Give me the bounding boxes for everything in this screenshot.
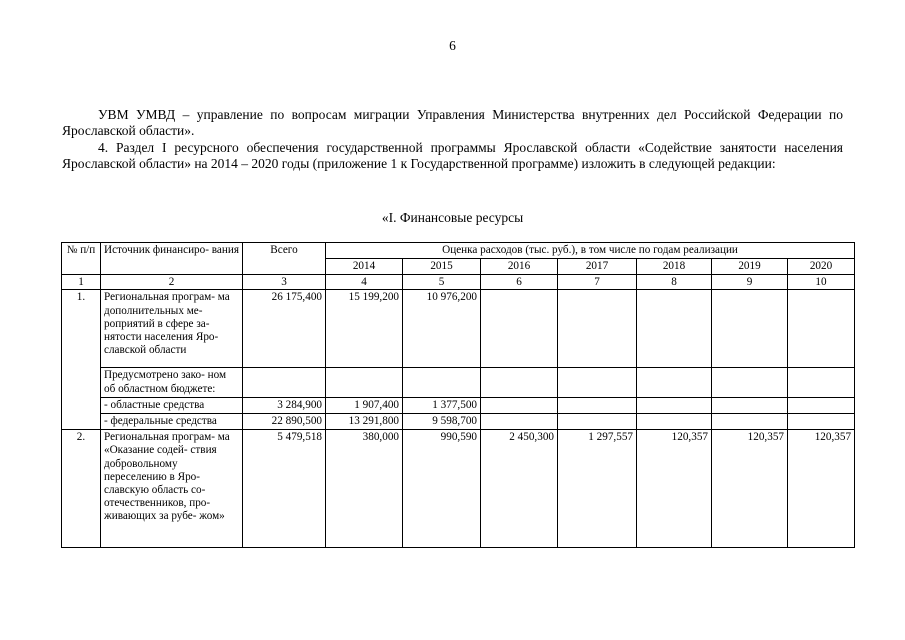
row-value-2016: 2 450,300 [481,430,558,548]
header-year: 2019 [712,259,788,275]
financial-resources-table [61,242,855,548]
table-row [62,414,855,430]
row-value-2016 [481,290,558,368]
column-index: 2 [101,275,243,290]
row-value-2015: 9 598,700 [403,414,481,430]
table-row [62,368,855,397]
header-source: Источник финансиро- вания [101,243,243,275]
row-value-2020 [788,368,855,397]
header-row-1 [62,243,855,259]
row-value-2019 [712,368,788,397]
row-value-2019 [712,397,788,413]
header-year: 2016 [481,259,558,275]
paragraph-1: УВМ УМВД – управление по вопросам миграции Управления Министерства внутренних дел Российской Федерации по Ярославской области». [62,107,843,139]
column-index: 10 [788,275,855,290]
header-year: 2017 [558,259,637,275]
header-year: 2018 [637,259,712,275]
header-year: 2020 [788,259,855,275]
row-value-2017: 1 297,557 [558,430,637,548]
paragraph-2: 4. Раздел I ресурсного обеспечения государственной программы Ярославской области «Содействие занятости населения Ярославской области» на 2014 – 2020 годы (приложение 1 к Государственной программе) изложить в следующей редакции: [62,139,843,172]
column-index: 4 [326,275,403,290]
row-value-2018 [637,414,712,430]
row-total: 3 284,900 [243,397,326,413]
row-value-2018 [637,290,712,368]
row-value-2016 [481,368,558,397]
header-year: 2014 [326,259,403,275]
row-value-2014 [326,368,403,397]
row-value-2014: 13 291,800 [326,414,403,430]
header-estimate: Оценка расходов (тыс. руб.), в том числе по годам реализации [326,243,855,259]
table-row [62,397,855,413]
row-value-2018 [637,368,712,397]
page-number: 6 [449,38,456,53]
row-value-2020 [788,290,855,368]
header-num: № п/п [62,243,101,275]
row-num: 1. [62,290,101,430]
row-total [243,368,326,397]
column-index: 1 [62,275,101,290]
section-title: «I. Финансовые ресурсы [381,210,524,225]
row-num: 2. [62,430,101,548]
row-value-2016 [481,414,558,430]
row-value-2018: 120,357 [637,430,712,548]
row-value-2019 [712,414,788,430]
column-index: 8 [637,275,712,290]
row-value-2019: 120,357 [712,430,788,548]
row-source: Предусмотрено зако- ном об областном бюджете: [101,368,243,397]
row-value-2014: 380,000 [326,430,403,548]
row-value-2017 [558,397,637,413]
row-source: Региональная програм- ма «Оказание содей- ствия добровольному переселению в Яро- славскую область со- отечественников, про- живающих за рубе- жом» [101,430,243,548]
table-row [62,290,855,368]
header-year: 2015 [403,259,481,275]
row-total: 26 175,400 [243,290,326,368]
row-value-2020 [788,414,855,430]
row-source: Региональная програм- ма дополнительных ме- роприятий в сфере за- нятости населения Яро- славской области [101,290,243,368]
row-value-2014: 1 907,400 [326,397,403,413]
row-value-2017 [558,368,637,397]
row-value-2017 [558,290,637,368]
column-index: 9 [712,275,788,290]
row-value-2019 [712,290,788,368]
row-source: - областные средства [101,397,243,413]
row-value-2020 [788,397,855,413]
row-total: 22 890,500 [243,414,326,430]
row-total: 5 479,518 [243,430,326,548]
column-index: 3 [243,275,326,290]
body-text [62,107,843,173]
column-index-row [62,275,855,290]
column-index: 7 [558,275,637,290]
row-value-2017 [558,414,637,430]
row-value-2018 [637,397,712,413]
row-source: - федеральные средства [101,414,243,430]
table-row [62,430,855,548]
column-index: 5 [403,275,481,290]
column-index: 6 [481,275,558,290]
row-value-2015: 10 976,200 [403,290,481,368]
row-value-2016 [481,397,558,413]
row-value-2020: 120,357 [788,430,855,548]
header-total: Всего [243,243,326,275]
row-value-2015: 990,590 [403,430,481,548]
row-value-2014: 15 199,200 [326,290,403,368]
row-value-2015 [403,368,481,397]
row-value-2015: 1 377,500 [403,397,481,413]
